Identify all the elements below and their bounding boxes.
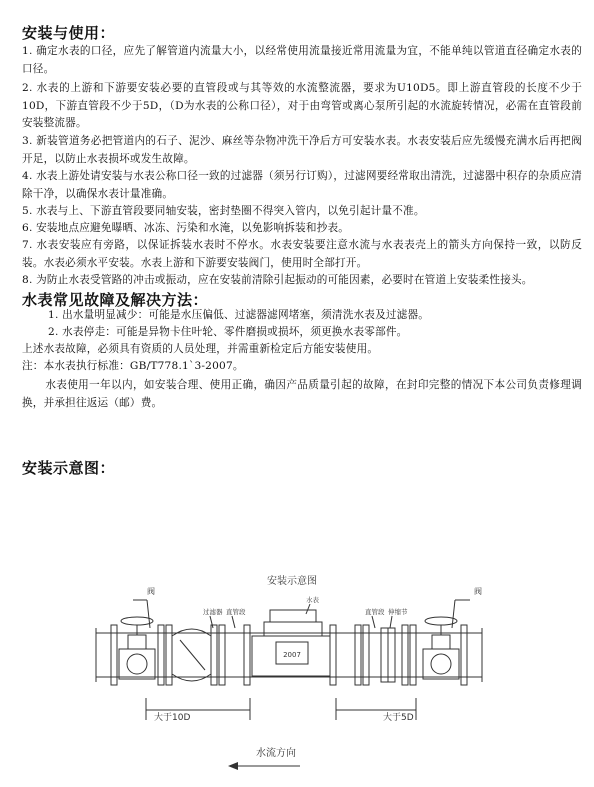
fault-notice: 上述水表故障，必须具有资质的人员处理，并需重新检定后方能安装使用。 bbox=[22, 343, 379, 355]
valve-right-icon bbox=[423, 617, 459, 679]
install-item-1: 1. 确定水表的口径，应先了解管道内流量大小，以经常使用流量接近常用流量为宜，不能单纯以管道直径确定水表的口径。 bbox=[22, 45, 582, 75]
label-dim-downstream: 大于5D bbox=[383, 713, 414, 723]
fault-item-1: 1. 出水量明显减少：可能是水压偏低、过滤器滤网堵塞，须清洗水表及过滤器。 bbox=[48, 309, 430, 321]
section-title-install: 安装与使用： bbox=[22, 24, 116, 42]
install-item-4: 4. 水表上游处请安装与水表公称口径一致的过滤器（须另行订购），过滤网要经常取出清洗，过滤器中积存的杂质应清除干净，以确保水表计量准确。 bbox=[22, 170, 582, 200]
label-meter: 水表 bbox=[306, 596, 319, 604]
label-flow-direction: 水流方向 bbox=[256, 748, 296, 759]
installation-diagram bbox=[0, 570, 594, 787]
label-valve-right: 阀 bbox=[474, 587, 482, 596]
svg-text:2007: 2007 bbox=[283, 651, 301, 659]
section-title-faults: 水表常见故障及解决方法： bbox=[22, 291, 209, 309]
label-filter: 过滤器 bbox=[203, 608, 223, 616]
label-dim-upstream: 大于10D bbox=[154, 713, 191, 723]
label-straight-right: 直管段 bbox=[365, 608, 385, 616]
warranty-text: 水表使用一年以内，如安装合理、使用正确，确因产品质量引起的故障，在封印完整的情况下本公司负责修理调换，并承担往返运（邮）费。 bbox=[22, 379, 582, 409]
standard-note: 注：本水表执行标准：GB/T778.1`3-2007。 bbox=[22, 360, 244, 372]
install-item-6: 6. 安装地点应避免曝晒、冰冻、污染和水淹，以免影响拆装和抄表。 bbox=[22, 222, 350, 234]
fault-item-2: 2. 水表停走：可能是异物卡住叶轮、零件磨损或损坏，须更换水表零部件。 bbox=[48, 326, 408, 338]
install-item-5: 5. 水表与上、下游直管段要同轴安装，密封垫圈不得突入管内，以免引起计量不准。 bbox=[22, 205, 425, 217]
install-item-7: 7. 水表安装应有旁路，以保证拆装水表时不停水。水表安装要注意水流与水表表壳上的箭头方向保持一致，以防反装。水表必须水平安装。水表上游和下游要安装阀门，使用时全部打开。 bbox=[22, 239, 582, 269]
label-valve-left: 阀 bbox=[147, 587, 155, 596]
install-item-2: 2. 水表的上游和下游要安装必要的直管段或与其等效的水流整流器，要求为U10D5。即上游直管段的长度不少于10D，下游直管段不少于5D，（D为水表的公称口径），对于由弯管或离心泵所引起的水流旋转情况，必需在直管段前安装整流器。 bbox=[22, 82, 582, 129]
filter-icon bbox=[172, 629, 211, 681]
label-straight-left: 直管段 bbox=[226, 608, 246, 616]
install-item-3: 3. 新装管道务必把管道内的石子、泥沙、麻丝等杂物冲洗干净后方可安装水表。水表安装后应先缓慢充满水后再把阀开足，以防止水表损坏或发生故障。 bbox=[22, 135, 582, 165]
expansion-joint-icon bbox=[381, 628, 395, 682]
water-meter-icon bbox=[252, 610, 330, 676]
diagram-title: 安装示意图 bbox=[267, 576, 317, 587]
section-title-diagram: 安装示意图： bbox=[22, 459, 116, 477]
flow-arrow-head-icon bbox=[228, 762, 238, 770]
label-expansion: 伸缩节 bbox=[388, 608, 408, 616]
install-item-8: 8. 为防止水表受管路的冲击或振动，应在安装前清除引起振动的可能因素，必要时在管道上安装柔性接头。 bbox=[22, 274, 533, 286]
